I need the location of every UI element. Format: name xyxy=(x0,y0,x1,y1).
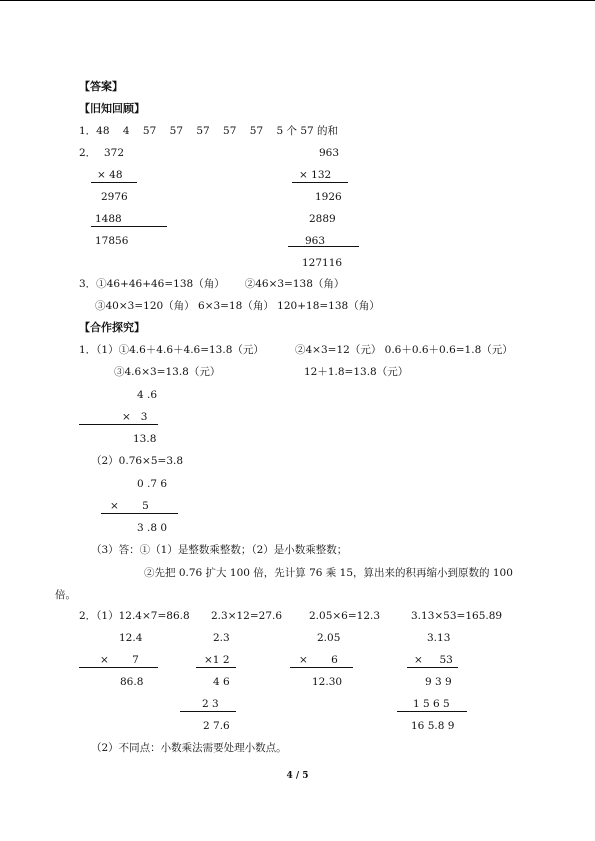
c4-top: 3.13 xyxy=(427,632,451,644)
calc-a-rule-2 xyxy=(91,226,167,227)
q2-eq-4: 3.13×53=165.89 xyxy=(411,610,503,622)
c2-rule-2 xyxy=(180,711,236,712)
calc1-mult: × 3 xyxy=(122,411,148,423)
explore-p3-line1: （3）答：①（1）是整数乘整数；（2）是小数乘整数； xyxy=(91,544,348,556)
calc-a-partial-1: 2976 xyxy=(101,191,128,203)
review-heading: 【旧知回顾】 xyxy=(79,102,145,115)
explore-p1-line1a: 1．（1）①4.6＋4.6＋4.6=13.8（元） xyxy=(79,344,264,356)
c3-rule xyxy=(290,667,353,668)
calc-a-mult: × 48 xyxy=(97,169,123,181)
calc1-result: 13.8 xyxy=(133,433,157,445)
calc-a-rule-1 xyxy=(91,182,137,183)
review-q1: 1．48 4 57 57 57 57 57 5 个 57 的和 xyxy=(79,125,339,137)
c3-result: 12.30 xyxy=(312,676,343,688)
answer-heading: 【答案】 xyxy=(79,80,123,93)
explore-p3-line2: ②先把 0.76 扩大 100 倍，先计算 76 乘 15，算出来的积再缩小到原数的 100 xyxy=(144,567,513,579)
calc-b-result: 127116 xyxy=(302,257,343,269)
c4-result: 16 5.8 9 xyxy=(411,720,455,732)
c4-partial-1: 9 3 9 xyxy=(425,676,452,688)
explore-p1-line2a: ③4.6×3=13.8（元） xyxy=(114,366,221,378)
c2-mult: ×1 2 xyxy=(204,654,230,666)
calc-b-partial-1: 1926 xyxy=(315,191,342,203)
c2-result: 2 7.6 xyxy=(203,720,230,732)
calc-b-rule-2 xyxy=(288,246,359,247)
c4-partial-2: 1 5 6 5 xyxy=(413,698,450,710)
page-number: 4 / 5 xyxy=(286,771,309,781)
calc1-rule xyxy=(79,424,158,425)
calc-b-mult: × 132 xyxy=(299,169,332,181)
c2-top: 2.3 xyxy=(213,632,230,644)
review-q3-line1: 3．①46+46+46=138（角） ②46×3=138（角） xyxy=(79,278,345,290)
calc2-top: 0 .7 6 xyxy=(137,478,168,490)
explore-p2-line: （2）0.76×5=3.8 xyxy=(91,455,184,467)
explore-heading: 【合作探究】 xyxy=(79,321,145,334)
review-q3-line2: ③40×3=120（角） 6×3=18（角） 120+18=138（角） xyxy=(95,300,380,312)
c2-partial-1: 4 6 xyxy=(213,676,230,688)
q2-eq-3: 2.05×6=12.3 xyxy=(309,610,381,622)
q2-eq-2: 2.3×12=27.6 xyxy=(211,610,283,622)
calc-a-result: 17856 xyxy=(95,235,129,247)
explore-p1-line2b: 12＋1.8=13.8（元） xyxy=(304,366,409,378)
q2-eq-1: 2．（1）12.4×7=86.8 xyxy=(79,610,190,622)
calc-a-partial-2: 1488 xyxy=(95,213,122,225)
calc1-top: 4 .6 xyxy=(137,389,158,401)
c1-mult: × 7 xyxy=(100,654,139,666)
calc-b-partial-2: 2889 xyxy=(309,213,336,225)
calc2-rule xyxy=(101,513,178,514)
calc2-result: 3 .8 0 xyxy=(137,522,168,534)
c4-rule-2 xyxy=(397,711,467,712)
c2-rule-1 xyxy=(196,667,236,668)
c3-top: 2.05 xyxy=(317,632,341,644)
calc-b-top: 963 xyxy=(319,147,340,159)
calc2-mult: × 5 xyxy=(110,500,149,512)
c2-partial-2: 2 3 xyxy=(202,698,219,710)
c1-rule xyxy=(79,667,158,668)
explore-p3-line3: 倍。 xyxy=(55,589,76,601)
calc-a-top: 372 xyxy=(104,147,125,159)
c3-mult: × 6 xyxy=(299,654,338,666)
c1-result: 86.8 xyxy=(120,676,144,688)
difference-note: （2）不同点：小数乘法需要处理小数点。 xyxy=(91,742,287,754)
review-q2-label: 2． xyxy=(79,147,97,159)
calc-b-rule-1 xyxy=(292,182,348,183)
calc-b-partial-3: 963 xyxy=(305,235,326,247)
c4-mult: × 53 xyxy=(414,654,453,666)
c4-rule-1 xyxy=(407,667,458,668)
c1-top: 12.4 xyxy=(119,632,143,644)
header-rule xyxy=(0,0,595,1)
explore-p1-line1b: ②4×3=12（元） 0.6＋0.6＋0.6=1.8（元） xyxy=(295,344,513,356)
